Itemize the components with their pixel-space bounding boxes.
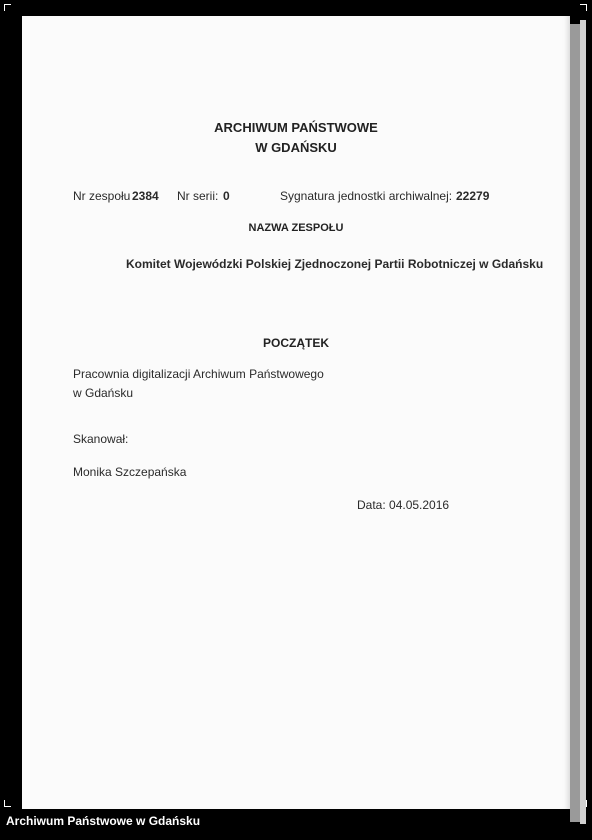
corner-mark-top-left [4, 4, 11, 11]
scan-date: Data: 04.05.2016 [357, 498, 450, 512]
digitization-lab-line1: Pracownia digitalizacji Archiwum Państwowego [73, 367, 324, 381]
fond-number-label: Nr zespołu [73, 189, 131, 203]
fond-name-heading: NAZWA ZESPOŁU [248, 222, 344, 234]
sheet-edge-outer [580, 20, 586, 824]
sheet-edge [570, 24, 580, 822]
footer-caption: Archiwum Państwowe w Gdańsku [6, 814, 201, 828]
corner-mark-bottom-left [4, 800, 11, 807]
start-heading: POCZĄTEK [263, 336, 329, 350]
corner-mark-top-right [580, 4, 587, 11]
scanned-by-label: Skanował: [73, 432, 129, 446]
signature-label: Sygnatura jednostki archiwalnej: [280, 189, 453, 203]
signature-value: 22279 [456, 189, 490, 203]
scanned-by-name: Monika Szczepańska [73, 465, 187, 479]
series-label: Nr serii: [177, 189, 219, 203]
document-sheet [22, 16, 570, 809]
fond-number-value: 2384 [132, 189, 159, 203]
archive-name-line2: W GDAŃSKU [255, 140, 337, 155]
series-value: 0 [223, 189, 230, 203]
digitization-lab-line2: w Gdańsku [73, 386, 134, 400]
fond-name: Komitet Wojewódzki Polskiej Zjednoczonej Partii Robotniczej w Gdańsku [126, 257, 544, 271]
archive-name-line1: ARCHIWUM PAŃSTWOWE [214, 120, 378, 135]
